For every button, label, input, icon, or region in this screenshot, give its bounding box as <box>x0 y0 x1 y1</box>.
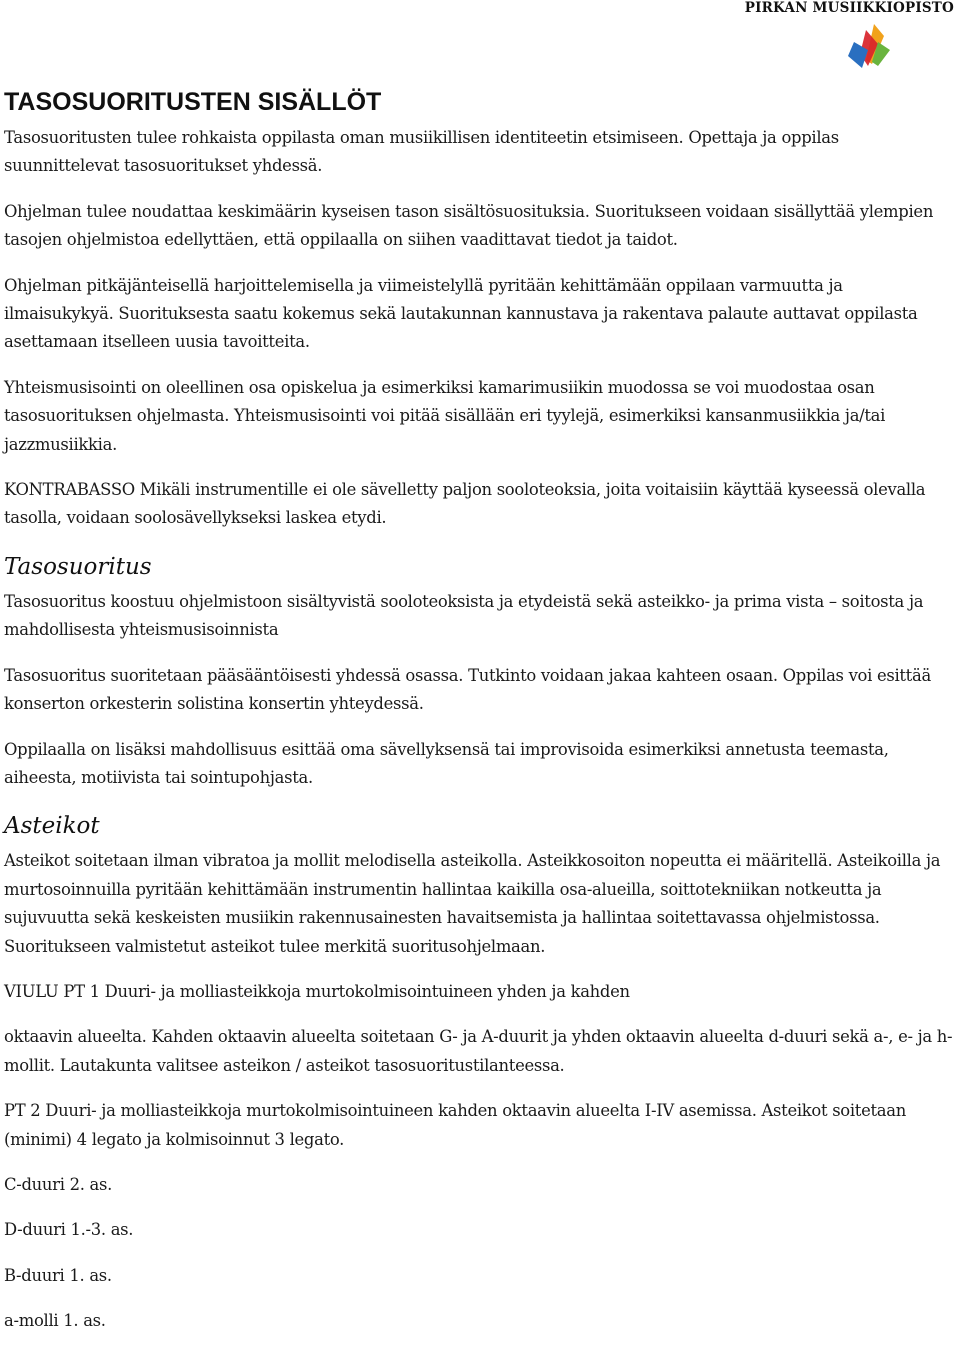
paragraph: KONTRABASSO Mikäli instrumentille ei ole sävelletty paljon sooloteoksia, joita voitaisiin käyttää kyseessä olevalla tasolla, voidaan soolosävellykseksi laskea etydi. <box>4 480 926 528</box>
paragraph: Asteikot soitetaan ilman vibratoa ja mollit melodisella asteikolla. Asteikkosoiton nopeutta ei määritellä. Asteikoilla ja murtosoinnuilla pyritään kehittämään instrumentin hallintaa kaikilla osa-alueilla, soittotekniikan notkeutta ja sujuvuutta sekä keskeisten musiikin rakennusainesten havaitsemista ja hallintaa soitettavassa ohjelmistossa. Suoritukseen valmistetut asteikot tulee merkitä suoritusohjelmaan. <box>4 851 941 956</box>
section-heading-asteikot: Asteikot <box>4 813 100 840</box>
paragraph: Oppilaalla on lisäksi mahdollisuus esittää oma sävellyksensä tai improvisoida esimerkiksi annetusta teemasta, aiheesta, motiivista tai sointupohjasta. <box>4 739 889 787</box>
paragraph: Tasosuoritus suoritetaan pääsääntöisesti yhdessä osassa. Tutkinto voidaan jakaa kahteen osaan. Oppilas voi esittää konserton orkesterin solistina konsertin yhteydessä. <box>4 665 931 714</box>
paragraph: oktaavin alueelta. Kahden oktaavin alueelta soitetaan G- ja A-duurit ja yhden oktaavin alueelta d-duuri sekä a-, e- ja h-mollit. Lautakunta valitsee asteikon / asteikot tasosuoritustilanteessa. <box>4 1027 953 1075</box>
scale-item: C-duuri 2. as. <box>4 1174 113 1194</box>
document-body <box>4 86 954 1353</box>
paragraph: Ohjelman pitkäjänteisellä harjoittelemisella ja viimeistelyllä pyritään kehittämään oppilaan varmuutta ja ilmaisukykyä. Suorituksesta saatu kokemus sekä lautakunnan kannustava ja rakentava palaute auttavat oppilasta asettamaan itselleen uusia tavoitteita. <box>4 275 918 352</box>
scale-item: B-duuri 1. as. <box>4 1265 112 1285</box>
paragraph: PT 2 Duuri- ja molliasteikkoja murtokolmisointuineen kahden oktaavin alueelta I-IV asemissa. Asteikot soitetaan (minimi) 4 legato ja kolmisoinnut 3 legato. <box>4 1101 906 1149</box>
colored-flame-stripes-logo-icon <box>844 20 894 70</box>
scale-item: D-duuri 1.-3. as. <box>4 1220 134 1240</box>
paragraph: Tasosuoritusten tulee rohkaista oppilasta oman musiikillisen identiteetin etsimiseen. Opettaja ja oppilas suunnittelevat tasosuoritukset yhdessä. <box>4 128 839 176</box>
scale-item: a-molli 1. as. <box>4 1311 106 1331</box>
paragraph: Tasosuoritus koostuu ohjelmistoon sisältyvistä sooloteoksista ja etydeistä sekä asteikko- ja prima vista – soitosta ja mahdollisesta yhteismusisoinnista <box>4 591 924 640</box>
organization-name: PIRKAN MUSIIKKIOPISTO <box>744 0 954 16</box>
paragraph: Ohjelman tulee noudattaa keskimäärin kyseisen tason sisältösuosituksia. Suoritukseen voidaan sisällyttää ylempien tasojen ohjelmistoa edellyttäen, että oppilaalla on siihen vaadittavat tiedot ja taidot. <box>4 201 934 250</box>
paragraph: Yhteismusisointi on oleellinen osa opiskelua ja esimerkiksi kamarimusiikin muodossa se voi muodostaa osan tasosuorituksen ohjelmasta. Yhteismusisointi voi pitää sisällään eri tyylejä, esimerkiksi kansanmusiikkia ja/tai jazzmusiikkia. <box>4 377 886 454</box>
page-header <box>660 0 960 72</box>
section-heading-tasosuoritus: Tasosuoritus <box>4 553 152 580</box>
paragraph: VIULU PT 1 Duuri- ja molliasteikkoja murtokolmisointuineen yhden ja kahden <box>4 981 630 1001</box>
document-title: TASOSUORITUSTEN SISÄLLÖT <box>4 88 382 116</box>
